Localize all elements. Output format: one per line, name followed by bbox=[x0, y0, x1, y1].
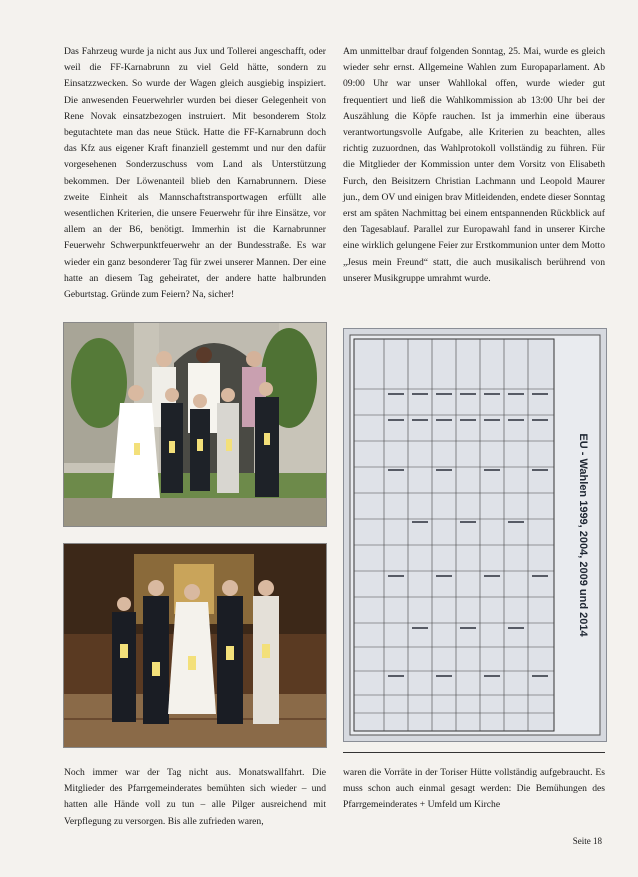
column-divider-rule bbox=[343, 752, 605, 753]
communion-photo-indoor bbox=[63, 543, 327, 748]
article-text-bottom-right: waren die Vorräte in der Toriser Hütte vollständig aufgebraucht. Es muss schon auch einmal gesagt werden: Die Bemühungen des Pfarrgemeinderates + Umfeld um Kirche bbox=[343, 767, 605, 811]
election-results-table-photo bbox=[343, 328, 607, 742]
page-number: Seite 18 bbox=[572, 836, 602, 846]
article-text-top-left: Das Fahrzeug wurde ja nicht aus Jux und Tollerei angeschafft, oder weil die FF-Karnabrunn zu viel Geld hätte, sondern zu Einsatzzwecken. So wurde der Wagen gleich ausgiebig inspiziert. Die anwesenden Feuerwehrler wurden bei dieser Gelegenheit von Rene Novak einsatzbezogen instruiert. Mit besonderem Stolz begutachtete man das neue Stück. Hatte die FF-Karnabrunn doch das Kfz aus eigener Kraft finanziell gestemmt und nur den dafür vorgesehenen Sonderzuschuss vom Land als Unterstützung bekommen. Der Löwenanteil blieb den Karnabrunnern. Diese zweite Einheit als Mannschaftstransportwagen erfüllt alle wesentlichen Kriterien, die unsere Feuerwehr für ihre Einsätze, vor allem an der B6, benötigt. Immerhin ist die Karnabrunner Feuerwehr Schwerpunktfeuerwehr an der Bundesstraße. Es war wieder ein ganz besonderer Tag für zwei unserer Mannen. Der eine hatte an diesem Tag geheiratet, der andere hatte halbrunden Geburtstag. Gründe zum Feiern? Na, sicher! bbox=[64, 46, 326, 301]
election-table-title: EU - Wahlen 1999, 2004, 2009 und 2014 bbox=[577, 433, 589, 637]
article-text-bottom-left: Noch immer war der Tag nicht aus. Monatswallfahrt. Die Mitglieder des Pfarrgemeinderates bemühten sich wieder – und hatten alle Hände voll zu tun – alle Pilger ausreichend mit Verpflegung zu versorgen. Bis alle zufrieden waren, bbox=[64, 767, 326, 827]
article-text-top-right: Am unmittelbar drauf folgenden Sonntag, 25. Mai, wurde es gleich wieder sehr ernst. Allgemeine Wahlen zum Europaparlament. Ab 09:00 Uhr war unser Wahllokal offen, wurde wieder gut frequentiert und ließ die Wahlkommission ab 13:00 Uhr bei der Auszählung die Köpfe rauchen. Ist ja immerhin eine überaus verantwortungsvolle Aufgabe, alle Kriterien zu beachten, alles richtig zuzuordnen, das Wahlprotokoll vollständig zu führen. Für die Mitglieder der Kommission unter dem Vorsitz von Elisabeth Furch, den Beisitzern Christian Lachmann und Leopold Maurer jun., dem OV und einigen brav Mitleidenden, endete dieser Sonntag erst am späten Nachmittag bei einem entspannenden Rückblick auf den Tagesablauf. Parallel zur Europawahl fand in unserer Kirche eine wirklich gelungene Feier zur Erstkommunion unter dem Motto „Jesus mein Freund“ statt, die auch musikalisch berührend von unserer Musikgruppe umrahmt wurde. bbox=[343, 46, 605, 284]
communion-photo-outdoor bbox=[63, 322, 327, 527]
